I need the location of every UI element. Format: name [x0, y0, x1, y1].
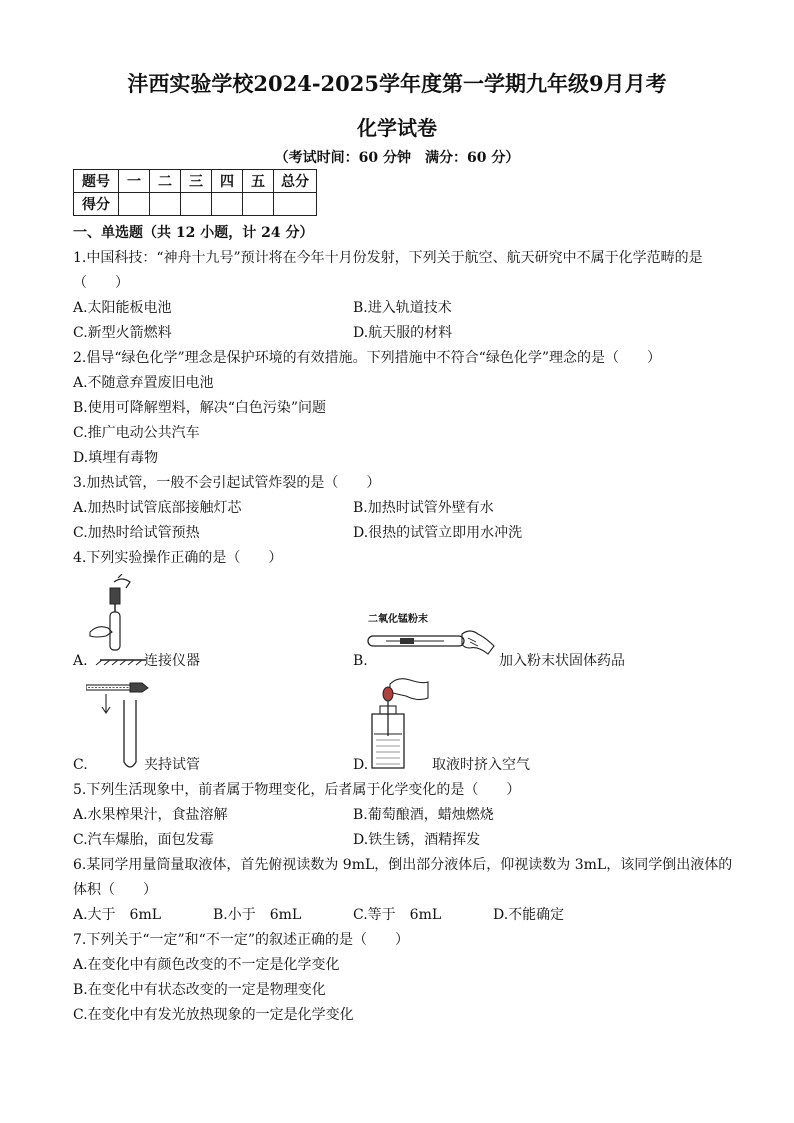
section-heading: 一、单选题（共 12 小题，计 24 分）	[73, 225, 314, 241]
q3-option-b: B.加热时试管外壁有水	[353, 500, 494, 516]
test-tube-holder-illustration	[86, 682, 150, 772]
score-cell: 一	[119, 170, 150, 193]
score-table	[73, 169, 317, 216]
q3-option-a: A.加热时试管底部接触灯芯	[73, 500, 242, 516]
q6-option-c: C.等于 6mL	[353, 907, 442, 923]
q5-option-c: C.汽车爆胎，面包发霉	[73, 832, 214, 848]
q1-option-a: A.太阳能板电池	[73, 300, 172, 316]
q6-option-a: A.大于 6mL	[73, 907, 162, 923]
question-3-stem: 3.加热试管，一般不会引起试管炸裂的是（ ）	[73, 475, 381, 491]
score-cell: 得分	[74, 193, 119, 216]
question-1-paren: （ ）	[73, 275, 129, 291]
q4-option-a-letter: A.	[73, 653, 88, 669]
question-7-stem: 7.下列关于“一定”和“不一定”的叙述正确的是（ ）	[73, 932, 409, 948]
score-cell	[181, 193, 212, 216]
score-cell	[274, 193, 317, 216]
q2-option-c: C.推广电动公共汽车	[73, 425, 200, 441]
q4-option-b-letter: B.	[353, 653, 368, 669]
score-cell: 总分	[274, 170, 317, 193]
question-1-stem: 1.中国科技：“神舟十九号”预计将在今年十月份发射，下列关于航空、航天研究中不属于化学范畴的是	[73, 250, 703, 266]
q4-option-d-letter: D.	[353, 757, 369, 773]
q7-option-a: A.在变化中有颜色改变的不一定是化学变化	[73, 957, 340, 973]
q2-option-a: A.不随意弃置废旧电池	[73, 375, 214, 391]
powder-label: 二氧化锰粉末	[368, 614, 428, 625]
q2-option-b: B.使用可降解塑料，解决“白色污染”问题	[73, 400, 327, 416]
q1-option-b: B.进入轨道技术	[353, 300, 452, 316]
score-cell	[243, 193, 274, 216]
q6-option-d: D.不能确定	[493, 907, 565, 923]
question-6-stem-cont: 体积（ ）	[73, 882, 157, 898]
question-5-stem: 5.下列生活现象中，前者属于物理变化，后者属于化学变化的是（ ）	[73, 782, 521, 798]
q5-option-b: B.葡萄酿酒，蜡烛燃烧	[353, 807, 494, 823]
score-table-score-row	[74, 193, 317, 216]
q7-option-b: B.在变化中有状态改变的一定是物理变化	[73, 982, 326, 998]
score-table-header-row	[74, 170, 317, 193]
dropper-illustration	[366, 676, 430, 772]
exam-subtitle: 化学试卷	[357, 116, 437, 140]
q2-option-d: D.填埋有毒物	[73, 450, 159, 466]
q5-option-a: A.水果榨果汁，食盐溶解	[73, 807, 228, 823]
exam-title: 沣西实验学校2024-2025学年度第一学期九年级9月月考	[127, 71, 667, 96]
q3-option-c: C.加热时给试管预热	[73, 525, 200, 541]
score-cell: 五	[243, 170, 274, 193]
q4-option-c-text: 夹持试管	[144, 757, 200, 773]
score-cell	[119, 193, 150, 216]
question-6-stem: 6.某同学用量筒量取液体，首先俯视读数为 9mL，倒出部分液体后，仰视读数为 3mL，该同学倒出液体的	[73, 857, 733, 873]
exam-info: （考试时间：60 分钟 满分：60 分）	[274, 150, 520, 166]
connect-apparatus-illustration	[86, 574, 148, 666]
score-cell	[150, 193, 181, 216]
q4-option-b-text: 加入粉末状固体药品	[499, 653, 625, 669]
q3-option-d: D.很热的试管立即用水冲洗	[353, 525, 523, 541]
score-cell	[212, 193, 243, 216]
q4-option-c-letter: C.	[73, 757, 88, 773]
score-cell: 题号	[74, 170, 119, 193]
powder-addition-illustration	[366, 626, 496, 666]
q5-option-d: D.铁生锈，酒精挥发	[353, 832, 481, 848]
q4-option-d-text: 取液时挤入空气	[432, 757, 530, 773]
q4-option-a-text: 连接仪器	[144, 653, 200, 669]
question-2-stem: 2.倡导“绿色化学”理念是保护环境的有效措施。下列措施中不符合“绿色化学”理念的是（ ）	[73, 350, 661, 366]
score-cell: 二	[150, 170, 181, 193]
score-cell: 四	[212, 170, 243, 193]
q6-option-b: B.小于 6mL	[213, 907, 302, 923]
question-4-stem: 4.下列实验操作正确的是（ ）	[73, 550, 283, 566]
q7-option-c: C.在变化中有发光放热现象的一定是化学变化	[73, 1007, 354, 1023]
score-cell: 三	[181, 170, 212, 193]
q1-option-c: C.新型火箭燃料	[73, 325, 172, 341]
q1-option-d: D.航天服的材料	[353, 325, 453, 341]
